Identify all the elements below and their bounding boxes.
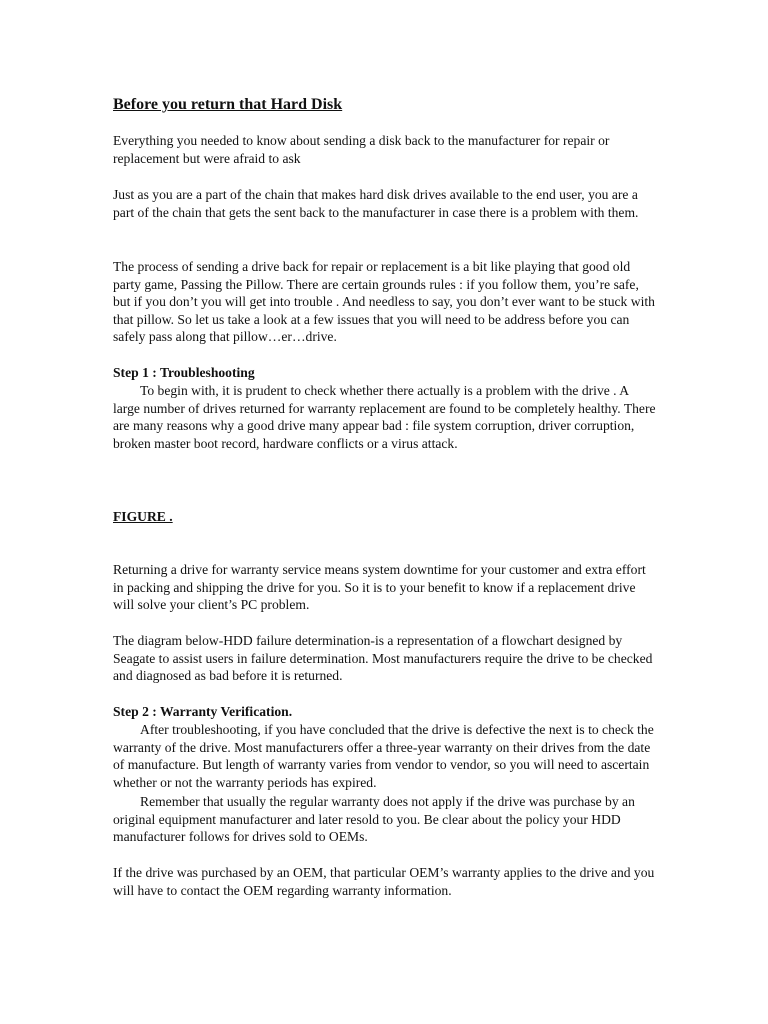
process-paragraph: The process of sending a drive back for repair or replacement is a bit like playing that good old party game, Passing the Pillow. There are certain grounds rules : if you follow them, you’re safe, but if you don’t you will get into trouble . And needless to say, you don’t ever want to be stuck with that pillow. So let us take a look at a few issues that you will need to be address before you can safely pass along that pillow…er…drive.: [113, 259, 655, 345]
diagram-paragraph: The diagram below-HDD failure determination-is a representation of a flowchart designed by Seagate to assist users in failure determination. Most manufacturers require the drive to be checked and diagnosed as bad before it is returned.: [113, 633, 653, 684]
step2-paragraph-2: Remember that usually the regular warranty does not apply if the drive was purchase by an original equipment manufacturer and later resold to you. Be clear about the policy your HDD manufacturer follows for drives sold to OEMs.: [113, 794, 635, 845]
intro-paragraph: Everything you needed to know about sending a disk back to the manufacturer for repair or replacement but were afraid to ask: [113, 133, 610, 166]
step1-heading: Step 1 : Troubleshooting: [113, 365, 255, 380]
step2-heading: Step 2 : Warranty Verification.: [113, 704, 293, 719]
step2-paragraph-1: After troubleshooting, if you have concluded that the drive is defective the next is to check the warranty of the drive. Most manufacturers offer a three-year warranty on their drives from the date of manufacture. But length of warranty varies from vendor to vendor, so you will need to ascertain whether or not the warranty periods has expired.: [113, 722, 654, 790]
oem-paragraph: If the drive was purchased by an OEM, that particular OEM’s warranty applies to the drive and you will have to contact the OEM regarding warranty information.: [113, 865, 655, 898]
step1-paragraph: To begin with, it is prudent to check whether there actually is a problem with the drive . A large number of drives returned for warranty replacement are found to be completely healthy. There are many reasons why a good drive many appear bad : file system corruption, driver corruption, broken master boot record, hardware conflicts or a virus attack.: [113, 383, 656, 451]
chain-paragraph: Just as you are a part of the chain that makes hard disk drives available to the end user, you are a part of the chain that gets the sent back to the manufacturer in case there is a problem with them.: [113, 187, 639, 220]
document-title: Before you return that Hard Disk: [113, 96, 343, 113]
figure-label: FIGURE .: [113, 509, 173, 524]
returning-paragraph: Returning a drive for warranty service means system downtime for your customer and extra effort in packing and shipping the drive for you. So it is to your benefit to know if a replacement drive will solve your client’s PC problem.: [113, 562, 646, 613]
